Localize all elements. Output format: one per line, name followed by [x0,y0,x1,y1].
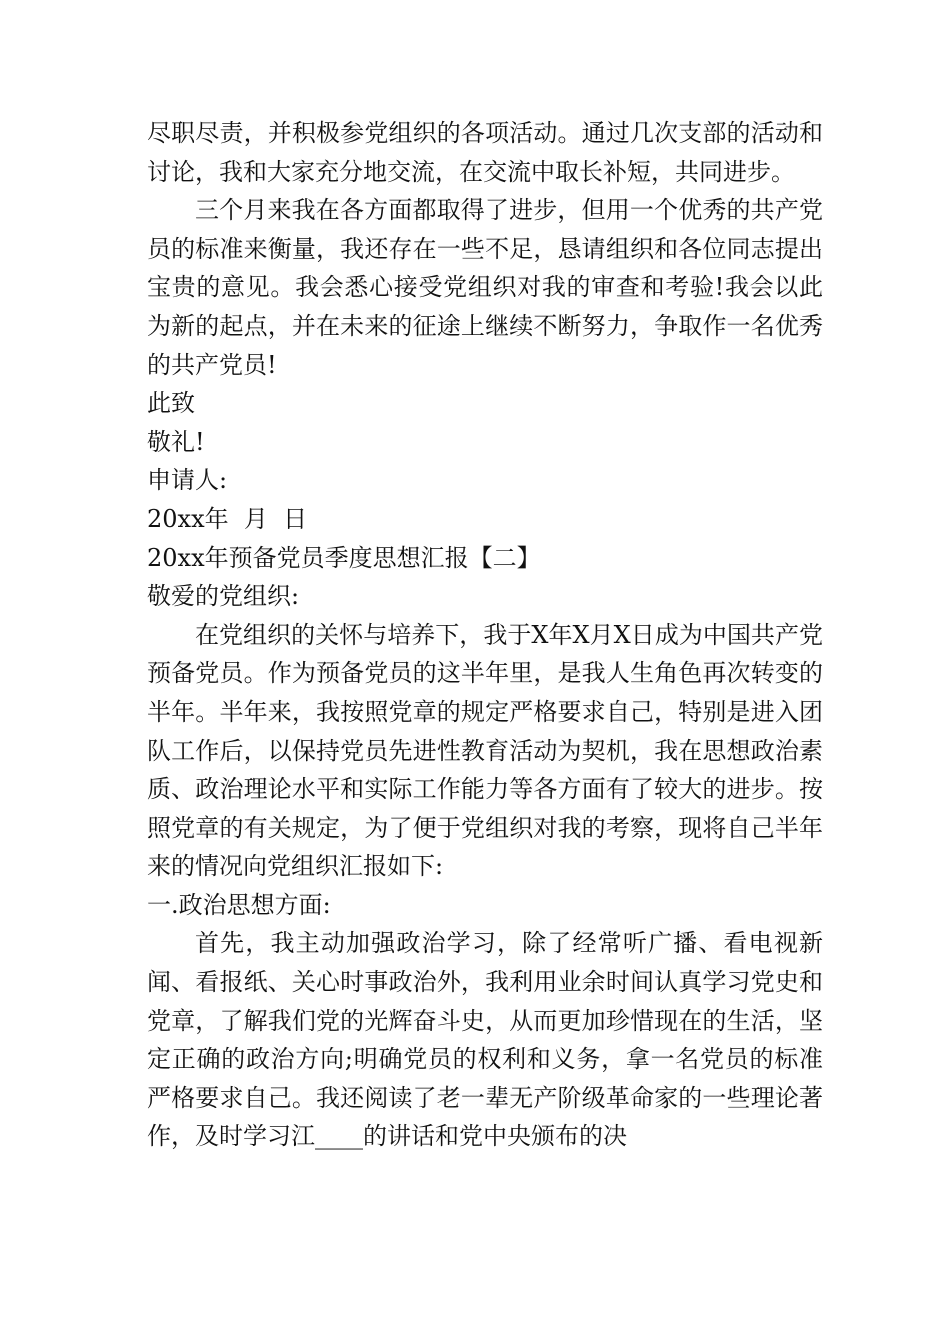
salutation: 敬爱的党组织: [147,582,300,611]
document-page [147,114,823,1156]
subheading-political: 一.政治思想方面: [147,890,331,919]
closing-ci-zhi: 此致 [147,389,195,418]
section-title: 20xx年预备党员季度思想汇报【二】 [147,543,541,572]
closing-jing-li: 敬礼! [147,427,205,456]
paragraph-continuation: 尽职尽责，并积极参党组织的各项活动。通过几次支部的活动和讨论，我和大家充分地交流，在交流中取长补短，共同进步。 [147,119,823,186]
paragraph-progress: 三个月来我在各方面都取得了进步，但用一个优秀的共产党员的标准来衡量，我还存在一些不足，恳请组织和各位同志提出宝贵的意见。我会悉心接受党组织对我的审查和考验!我会以此为新的起点，并在未来的征途上继续不断努力，争取作一名优秀的共产党员! [147,196,823,379]
date-line: 20xx年 月 日 [147,504,308,533]
paragraph-political: 首先，我主动加强政治学习，除了经常听广播、看电视新闻、看报纸、关心时事政治外，我利用业余时间认真学习党史和党章，了解我们党的光辉奋斗史，从而更加珍惜现在的生活，坚定正确的政治方向;明确党员的权利和义务，拿一名党员的标准严格要求自己。我还阅读了老一辈无产阶级革命家的一些理论著作，及时学习江____的讲话和党中央颁布的决 [147,929,823,1151]
applicant-label: 申请人: [147,466,228,495]
paragraph-intro: 在党组织的关怀与培养下，我于X年X月X日成为中国共产党预备党员。作为预备党员的这半年里，是我人生角色再次转变的半年。半年来，我按照党章的规定严格要求自己，特别是进入团队工作后，以保持党员先进性教育活动为契机，我在思想政治素质、政治理论水平和实际工作能力等各方面有了较大的进步。按照党章的有关规定，为了便于党组织对我的考察，现将自己半年来的情况向党组织汇报如下: [147,620,823,881]
